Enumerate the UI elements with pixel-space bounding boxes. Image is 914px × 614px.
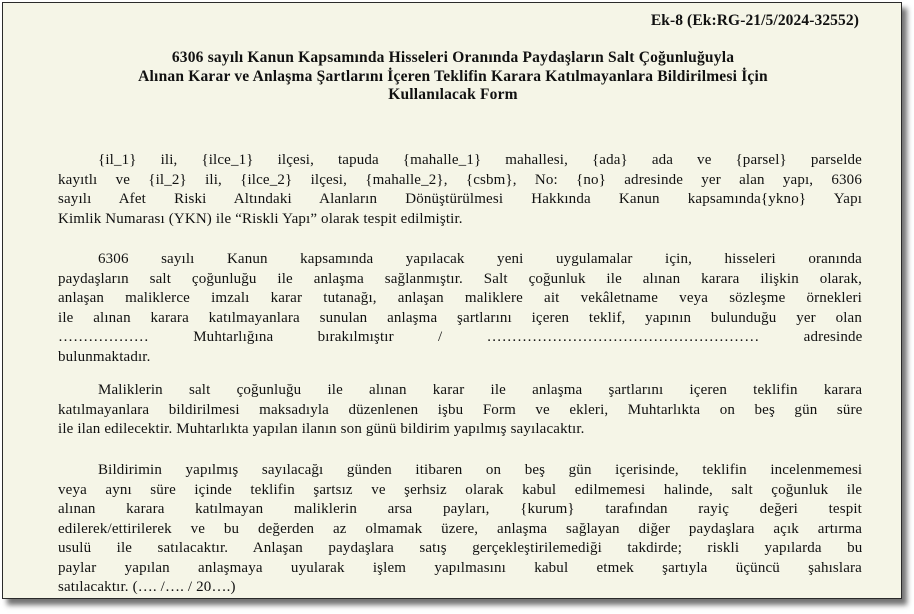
- paragraph-line: edilerek/ettirilerek ve bu değerden az olmamak üzere, anlaşma sağlayan diğer paydaşlara açık artırma: [58, 520, 863, 537]
- document-page: [2, 2, 902, 599]
- paragraph-line: {il_1} ili, {ilce_1} ilçesi, tapuda {mahalle_1} mahallesi, {ada} ada ve {parsel} parselde: [98, 152, 862, 168]
- paragraph-building-identification: [58, 151, 862, 229]
- paragraph-line: paylar yapılan anlaşmaya uyularak işlem yapılmasını kabul etmek şartıyla üçüncü şahıslara: [58, 559, 862, 576]
- paragraph-line: alınan karara katılmayan maliklerin arsa payları, {kurum} tarafından rayiç değeri tespit: [58, 501, 862, 517]
- paragraph-majority-agreement: [58, 250, 862, 367]
- paragraph-line: ……………… Muhtarlığına bırakılmıştır / ……………………………………………… adresinde: [58, 329, 863, 345]
- paragraph-line: paydaşların salt çoğunluğu ile anlaşma sağlanmıştır. Salt çoğunluk ile alınan karara ilişkin olarak,: [58, 270, 862, 287]
- paragraph-line: veya aynı süre içinde teklifin şartsız ve şerhsiz olarak kabul edilmemesi halinde, salt çoğunluk ile: [58, 481, 863, 498]
- paragraph-line: Bildirimin yapılmış sayılacağı günden itibaren on beş gün içerisinde, teklifin incelenmemesi: [98, 462, 863, 478]
- paragraph-line: Maliklerin salt çoğunluğu ile alınan karar ile anlaşma şartlarını içeren teklifin karara: [98, 382, 863, 398]
- paragraph-line: 6306 sayılı Kanun kapsamında yapılacak yeni uygulamalar için, hisseleri oranında: [98, 251, 862, 267]
- form-title: [33, 49, 873, 105]
- paragraph-line: satılacaktır. (…. /…. / 20….): [58, 579, 236, 595]
- paragraph-line: usulü ile satılacaktır. Anlaşan paydaşlara satış gerçekleştirilemediği takdirde; riskli yapılarda bu: [58, 540, 863, 556]
- title-line: Kullanılacak Form: [388, 86, 518, 103]
- paragraph-line: anlaşan maliklerce imzalı karar tutanağı, anlaşan maliklere ait vekâletname veya sözleşme örnekleri: [58, 290, 862, 306]
- paragraph-line: bulunmaktadır.: [58, 348, 151, 365]
- paragraph-line: Kimlik Numarası (YKN) ile “Riskli Yapı” olarak tespit edilmiştir.: [58, 210, 463, 227]
- paragraph-line: katılmayanlara bildirilmesi maksadıyla düzenlenen işbu Form ve ekleri, Muhtarlıkta on beş gün süre: [58, 401, 863, 418]
- paragraph-notification: [58, 381, 862, 440]
- paragraph-line: ile ilan edilecektir. Muhtarlıkta yapılan ilanın son günü bildirim yapılmış sayılacaktır.: [58, 421, 585, 437]
- paragraph-line: kayıtlı ve {il_2} ili, {ilce_2} ilçesi, {mahalle_2}, {csbm}, No: {no} adresinde yer alan yapı, 6306: [58, 171, 862, 188]
- title-line: Alınan Karar ve Anlaşma Şartlarını İçeren Teklifin Karara Katılmayanlara Bildirilmesi İçin: [138, 67, 768, 85]
- title-line: 6306 sayılı Kanun Kapsamında Hisseleri Oranında Paydaşların Salt Çoğunluğuyla: [171, 49, 735, 66]
- paragraph-line: sayılı Afet Riski Altındaki Alanların Dönüştürülmesi Hakkında Kanun kapsamında{ykno} Yapı: [58, 191, 863, 207]
- annex-label: Ek-8 (Ek:RG-21/5/2024-32552): [650, 12, 859, 29]
- paragraph-line: ile alınan karara katılmayanlara sunulan anlaşma şartlarını içeren teklif, yapının bulunduğu yer olan: [58, 309, 862, 326]
- paragraph-sale-procedure: [58, 461, 862, 598]
